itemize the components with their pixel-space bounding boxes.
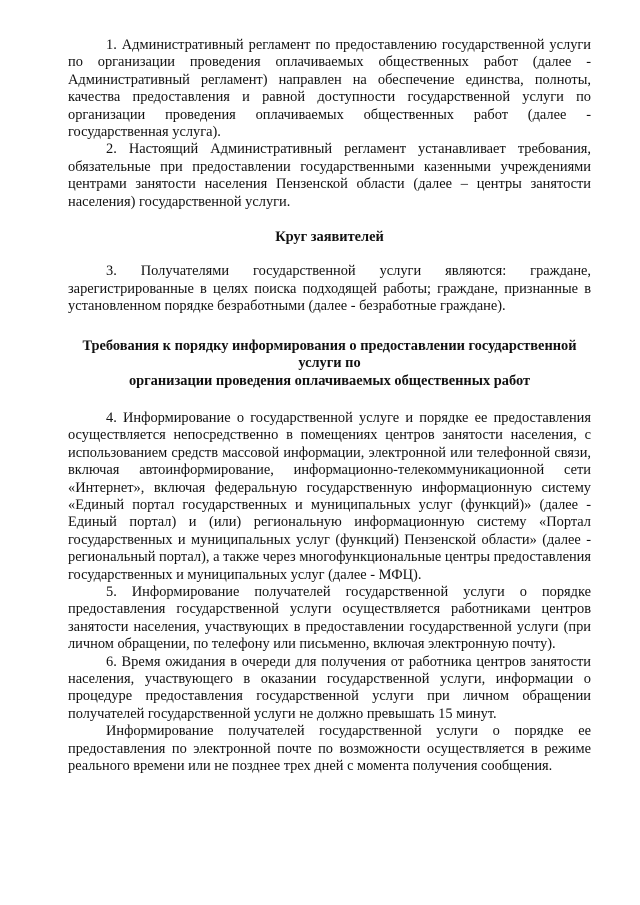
section-heading-applicants: Круг заявителей <box>275 229 384 246</box>
paragraph-2: 2. Настоящий Административный регламент устанавливает требования, обязательные при предоставлении государственными казенными учреждениями центрами занятости населения Пензенской области (далее – центры занятости населения) государственной услуги. <box>68 141 591 210</box>
paragraph-4: 4. Информирование о государственной услуге и порядке ее предоставления осуществляется непосредственно в помещениях центров занятости населения, с использованием средств массовой информации, электронной или телефонной связи, включая автоинформирование, информационно-телекоммуникационной сети «Интернет», включая федеральную государственную информационную систему «Единый портал государственных и муниципальных услуг (функций)» (далее - Единый портал) и (или) региональную информационную систему «Портал государственных и муниципальных услуг (функций) Пензенской области» (далее - региональный портал), а также через многофункциональные центры предоставления государственных и муниципальных услуг (далее - МФЦ). <box>68 409 591 583</box>
section-heading-informing-line-1: Требования к порядку информирования о предоставлении государственной услуги по <box>82 337 577 372</box>
paragraph-3: 3. Получателями государственной услуги являются: граждане, зарегистрированные в целях поиска подходящей работы; граждане, признанные в установленном порядке безработными (далее - безработные граждане). <box>68 263 591 315</box>
paragraph-7: Информирование получателей государственной услуги о порядке ее предоставления по электронной почте по возможности осуществляется в режиме реального времени или не позднее трех дней с момента получения сообщения. <box>68 723 591 775</box>
spacer <box>68 316 591 338</box>
spacer <box>68 390 591 410</box>
spacer <box>68 246 591 263</box>
paragraph-5: 5. Информирование получателей государственной услуги о порядке предоставления государственной услуги осуществляется работниками центров занятости населения, участвующих в предоставлении государственной услуги (при личном обращении, по телефону или письменно, включая электронную почту). <box>68 583 591 653</box>
section-heading-informing-line-2: организации проведения оплачиваемых общественных работ <box>128 372 531 389</box>
paragraph-1: 1. Административный регламент по предоставлению государственной услуги по организации проведения оплачиваемых общественных работ (далее - Административный регламент) направлен на обеспечение единства, полноты, качества предоставления и равной доступности государственной услуги по организации проведения оплачиваемых общественных работ (далее - государственная услуга). <box>68 37 591 141</box>
paragraph-6: 6. Время ожидания в очереди для получения от работника центров занятости населения, участвующего в оказании государственной услуги, информации о процедуре предоставления государственной услуги при личном обращении получателей государственной услуги не должно превышать 15 минут. <box>68 653 591 722</box>
spacer <box>68 211 591 229</box>
section-heading-informing <box>68 338 591 390</box>
